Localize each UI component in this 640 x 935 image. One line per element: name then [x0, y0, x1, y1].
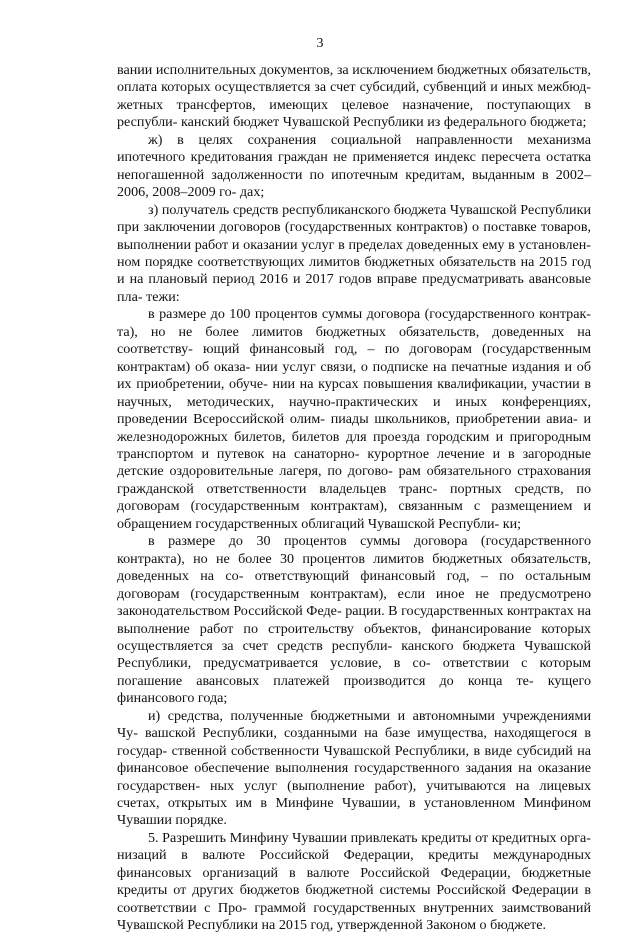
paragraph — [117, 132, 591, 202]
text-line: кредитования граждан не применяется индекс пересчета остатка непогашенной — [117, 149, 591, 183]
text-line: курортное лечение и в загородные детские оздоровительные лагеря, по догово- — [117, 445, 591, 480]
text-line: канский бюджет Чувашской Республики из федерального бюджета; — [180, 114, 587, 131]
paragraph — [117, 830, 591, 935]
text-line: вании исполнительных документов, за исключением бюджетных обязательств, — [117, 62, 591, 78]
text-line: ющий финансовый год, – по договорам (государственным контрактам) об оказа- — [117, 341, 591, 375]
text-line: в размере до 30 процентов суммы договора (государственного контракта), — [117, 533, 591, 567]
document-body — [117, 62, 591, 935]
text-line: ж) в целях сохранения социальной направленности механизма ипотечного — [117, 131, 591, 166]
text-line: рам обязательного страхования гражданской ответственности владельцев транс- — [117, 463, 591, 497]
text-line: жетных трансфертов, имеющих целевое назначение, поступающих в республи- — [117, 96, 591, 131]
paragraph — [117, 708, 591, 830]
text-line: портных средств, по договорам (государственным контрактам), связанным с — [117, 480, 591, 515]
text-line: оплата которых осуществляется за счет субсидий, субвенций и иных межбюд- — [117, 79, 591, 96]
text-line: ном порядке соответствующих лимитов бюджетных обязательств на 2015 год и — [117, 253, 591, 288]
text-line: нии на курсах повышения квалификации, участии в научных, методических, — [117, 376, 591, 410]
text-line: та), но не более лимитов бюджетных обязательств, доведенных на соответству- — [117, 323, 591, 358]
text-line: в размере до 100 процентов суммы договора (государственного контрак- — [148, 306, 591, 323]
text-line: 2015 год, утвержденной Законом о бюджете. — [278, 917, 547, 934]
text-line: выполнении работ и оказании услуг в пределах доведенных ему в установлен- — [117, 236, 591, 253]
text-line: з) получатель средств республиканского бюджета Чувашской Республики — [148, 201, 591, 218]
paragraph — [117, 533, 591, 708]
text-line: для проезда городским и пригородным транспортом и путевок на санаторно- — [117, 428, 591, 462]
text-line: канского бюджета Чувашской Республики, предусматривается условие, в со- — [117, 637, 591, 672]
text-line: 5. Разрешить Минфину Чувашии привлекать кредиты от кредитных орга- — [148, 829, 591, 846]
paragraph — [117, 62, 591, 132]
text-line: контрактам), если иное не предусмотрено законодательством Российской Феде- — [117, 585, 592, 620]
text-line: задолженности по ипотечным кредитам, выданным в 2002–2006, 2008–2009 го- — [117, 166, 591, 201]
text-line: объектов, финансирование которых осуществляется за счет средств республи- — [117, 620, 591, 654]
page-number: 3 — [316, 36, 324, 51]
text-line: размещением и обращением государственных облигаций Чувашской Республи- — [117, 498, 591, 532]
text-line: граммой государственных внутренних заимствований Чувашской Республики на — [117, 899, 591, 934]
text-line: ственной собственности Чувашской Республики, в виде субсидий на финансовое — [117, 742, 591, 777]
text-line: Минфине Чувашии, в установленном Минфином Чувашии порядке. — [117, 795, 592, 829]
text-line: но не более 30 процентов лимитов бюджетных обязательств, доведенных на со- — [117, 550, 591, 585]
text-line: дах; — [239, 184, 265, 201]
text-line: нии услуг связи, о подписке на печатные издания и об их приобретении, обуче- — [117, 358, 591, 393]
text-line: вашской Республики, созданными на базе имущества, находящегося в государ- — [117, 725, 592, 759]
text-line: ных услуг (выполнение работ), учитываются на лицевых счетах, открытых им в — [117, 777, 591, 812]
text-line: бюджетов бюджетной системы Российской Федерации в соответствии с Про- — [117, 882, 591, 916]
paragraph — [117, 202, 591, 307]
text-line: тежи: — [146, 288, 180, 305]
paragraph — [117, 306, 591, 533]
text-line: организаций в валюте Российской Федерации, бюджетные кредиты от других — [117, 864, 591, 899]
text-line: и) средства, полученные бюджетными и автономными учреждениями Чу- — [117, 707, 591, 742]
text-line: кущего финансового года; — [117, 672, 591, 707]
text-line: научно-практических и иных конференциях, проведении Всероссийской олим- — [117, 393, 591, 428]
text-line: обеспечение выполнения государственного задания на оказание государствен- — [117, 760, 591, 794]
text-line: пиады школьников, приобретении авиа- и железнодорожных билетов, билетов — [117, 411, 591, 445]
text-line: ответствующий финансовый год, – по остальным договорам (государственным — [117, 568, 591, 602]
text-line: низаций в валюте Российской Федерации, кредиты международных финансовых — [117, 847, 591, 881]
text-line: при заключении договоров (государственных контрактов) о поставке товаров, — [117, 219, 591, 236]
text-line: рации. В государственных контрактах на выполнение работ по строительству — [117, 603, 591, 637]
text-line: ответствии с которым погашение авансовых платежей производится до конца те- — [117, 655, 591, 689]
text-line: на плановый период 2016 и 2017 годов вправе предусматривать авансовые пла- — [117, 271, 591, 305]
text-line: ки; — [502, 515, 522, 532]
